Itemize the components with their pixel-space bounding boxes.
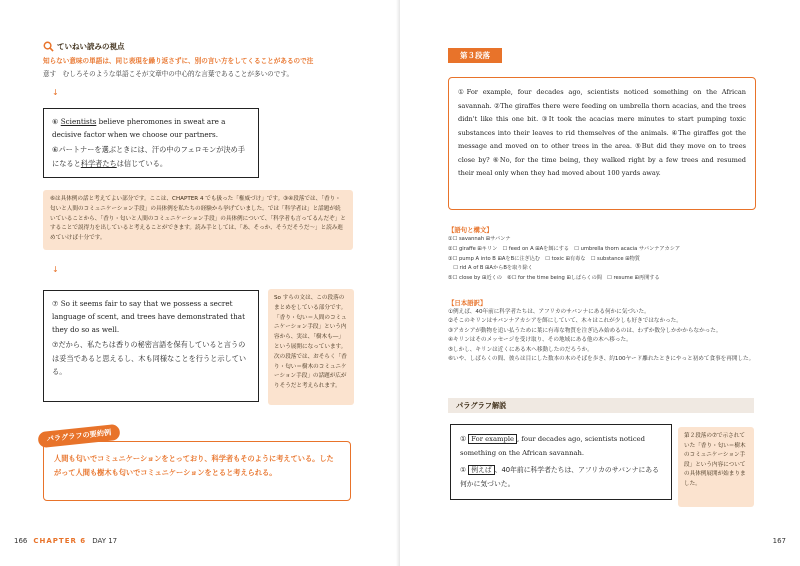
explanation-note-1: ⑥は具体例の話と考えてよい部分です。ここは、CHAPTER 4 でも扱った「権威づけ」です。③④段落では、「香り・匂いと人間のコミュニケーション手段」の具体例を私たちの経験から挙げていました。では「科学者は」と話題が続いていることから、「香り・匂いと人間のコミュニケーション手段」の具体例について、「科学者も言ってるんだぞ」とすることで説得力を出していると考えることができます。読み手としては、「あ、そっか、そうだそうだ～」と読み進めていけば十分です。 bbox=[43, 190, 353, 250]
sentence-7-japanese: ⑦だから、私たちは香りの秘密言語を保有していると言うのは妥当であると思えるし、木も同様なことを行うと示している。 bbox=[52, 340, 247, 376]
point-heading bbox=[43, 41, 125, 52]
translation-line: ④キリンはそのメッセージを受け取り、その地域にある他の木へ移った。 bbox=[448, 337, 632, 344]
right-page-number: 167 bbox=[772, 537, 786, 545]
translation-line: ⑥いや、しばらくの間、彼らは目にした数本の木のそばを歩き、約100ヤード離れたときにやっと初めて食事を再開した。 bbox=[448, 356, 755, 363]
day-label: DAY 17 bbox=[92, 537, 118, 545]
chapter-label: CHAPTER 6 bbox=[33, 537, 87, 545]
analysis-number: ① bbox=[460, 466, 467, 474]
summary-label: パラグラフの要約例 bbox=[37, 424, 120, 448]
passage-box: ①For example, four decades ago, scientists noticed something on the African savannah. ②The giraffes there were feeding on umbrella thorn acacias, and the trees didn't like this one bit. ③It took the acacias mere minutes to start pumping toxic substances into their leaves to rid themselves of the animals. ④The giraffes got the message and moved on to other trees in the area. ⑤But did they move on to trees close by? ⑥No, for the time being, they walked right by a few trees and resumed their meal only when they had moved about 100 yards away. bbox=[448, 77, 756, 210]
paragraph-heading: パラグラフ解説 bbox=[448, 398, 754, 413]
side-note: So すらの文は、この段落のまとめをしている部分です。「香り・匂い＝人間のコミュニケーション手段」という内容から、実は、「樹木も―」という展開になっています。次の段落では、おそらく「香り・匂い＝樹木のコミュニケーション手段」の話題が広がりそうだと考えられます。 bbox=[268, 289, 354, 405]
down-arrow-icon: ↓ bbox=[52, 265, 59, 274]
translation-line: ③アカシアが動物を追い払うために葉に有毒な物質を注ぎ込み始めるのは、わずか数分しかかからなかった。 bbox=[448, 327, 722, 334]
point-title: ていねい読みの視点 bbox=[57, 42, 125, 51]
summary-box: 人間も匂いでコミュニケーションをとっており、科学者もそのように考えている。したがって人間も樹木も匂いでコミュニケーションをとると考えられる。 bbox=[43, 441, 351, 501]
sentence-7-box bbox=[43, 290, 259, 402]
vocab-row: ③☐ pump A into B ⊞AをBに注ぎ込む ☐ toxic ⊞有毒な ☐ substance ⊞物質 bbox=[448, 255, 640, 262]
keyword-kagakusha: 科学者たち bbox=[80, 158, 117, 168]
analysis-japanese bbox=[460, 464, 662, 491]
sentence-6-english bbox=[52, 115, 250, 141]
translation-line: ①例えば、40年前に科学者たちは、アフリカのサバンナにある何かに気づいた。 bbox=[448, 309, 650, 315]
page-number: 166 bbox=[14, 537, 28, 545]
down-arrow-icon: ↓ bbox=[52, 88, 59, 97]
boxed-phrase-english: For example bbox=[468, 434, 517, 444]
sentence-6-japanese bbox=[52, 143, 250, 170]
sentence-6-english-rest: believe pheromones in sweat are a decisive factor when we choose our partners. bbox=[52, 117, 226, 139]
sentence-6-japanese-pre: ⑥パートナーを選ぶときには、汗の中のフェロモンが決め手になると bbox=[52, 145, 245, 168]
keyword-scientists: Scientists bbox=[60, 117, 97, 126]
sentence-6-japanese-post: は信じている。 bbox=[116, 158, 168, 168]
point-text-line-1: 知らない意味の単語は、同じ表現を繰り返さずに、別の言い方をしてくることがあるので注 bbox=[43, 57, 314, 65]
vocab-row: ①☐ savannah ⊞サバンナ bbox=[448, 236, 511, 242]
vocab-row: ⑤☐ close by ⊞近くの ⑥☐ for the time being ⊞しばらくの間 ☐ resume ⊞再開する bbox=[448, 275, 660, 282]
sentence-6-box bbox=[43, 108, 259, 178]
analysis-number: ① bbox=[460, 435, 467, 443]
vocab-row: ②☐ giraffe ⊞キリン ☐ feed on A ⊞Aを餌にする ☐ umbrella thorn acacia サバンナアカシア bbox=[448, 245, 681, 252]
translation-list bbox=[448, 308, 758, 364]
translation-line: ⑤しかし、キリンは近くにある木へ移動したのだろうか。 bbox=[448, 346, 593, 353]
right-page bbox=[400, 0, 800, 566]
sentence-7-english: ⑦ So it seems fair to say that we possess a secret language of scent, and trees have demonstrated that they do so as well. bbox=[52, 299, 245, 334]
point-text bbox=[43, 55, 358, 80]
analysis-note: 第２段落の⑦で示されていた「香り・匂い＝樹木のコミュニケーション手段」という内容についての具体例展開が始まりました。 bbox=[678, 427, 754, 507]
translation-line: ②そこのキリンはサバンナアカシアを餌にしていて、木々はこれが少しも好きではなかった。 bbox=[448, 318, 682, 325]
vocab-list bbox=[448, 235, 758, 284]
magnifier-icon bbox=[43, 41, 54, 52]
translation-label: 【日本語訳】 bbox=[448, 299, 487, 307]
left-footer bbox=[14, 537, 117, 545]
section-label: 第３段落 bbox=[448, 48, 502, 63]
vocab-label: 【語句と構文】 bbox=[448, 226, 493, 234]
analysis-english-rest: , four decades ago, scientists noticed something on the African savannah. bbox=[460, 435, 645, 457]
vocab-row: ☐ rid A of B ⊞AからBを取り除く bbox=[448, 265, 533, 272]
sentence-6-number: ⑥ bbox=[52, 117, 61, 126]
boxed-phrase-japanese: 例えば bbox=[468, 465, 494, 475]
point-text-line-2: 意す むしろそのような単語こそが文章中の中心的な言葉であることが多いのです。 bbox=[43, 69, 294, 78]
analysis-english bbox=[460, 433, 662, 460]
analysis-box bbox=[450, 424, 672, 500]
analysis-japanese-rest: 、40年前に科学者たちは、アフリカのサバンナにある何かに気づいた。 bbox=[460, 466, 659, 488]
